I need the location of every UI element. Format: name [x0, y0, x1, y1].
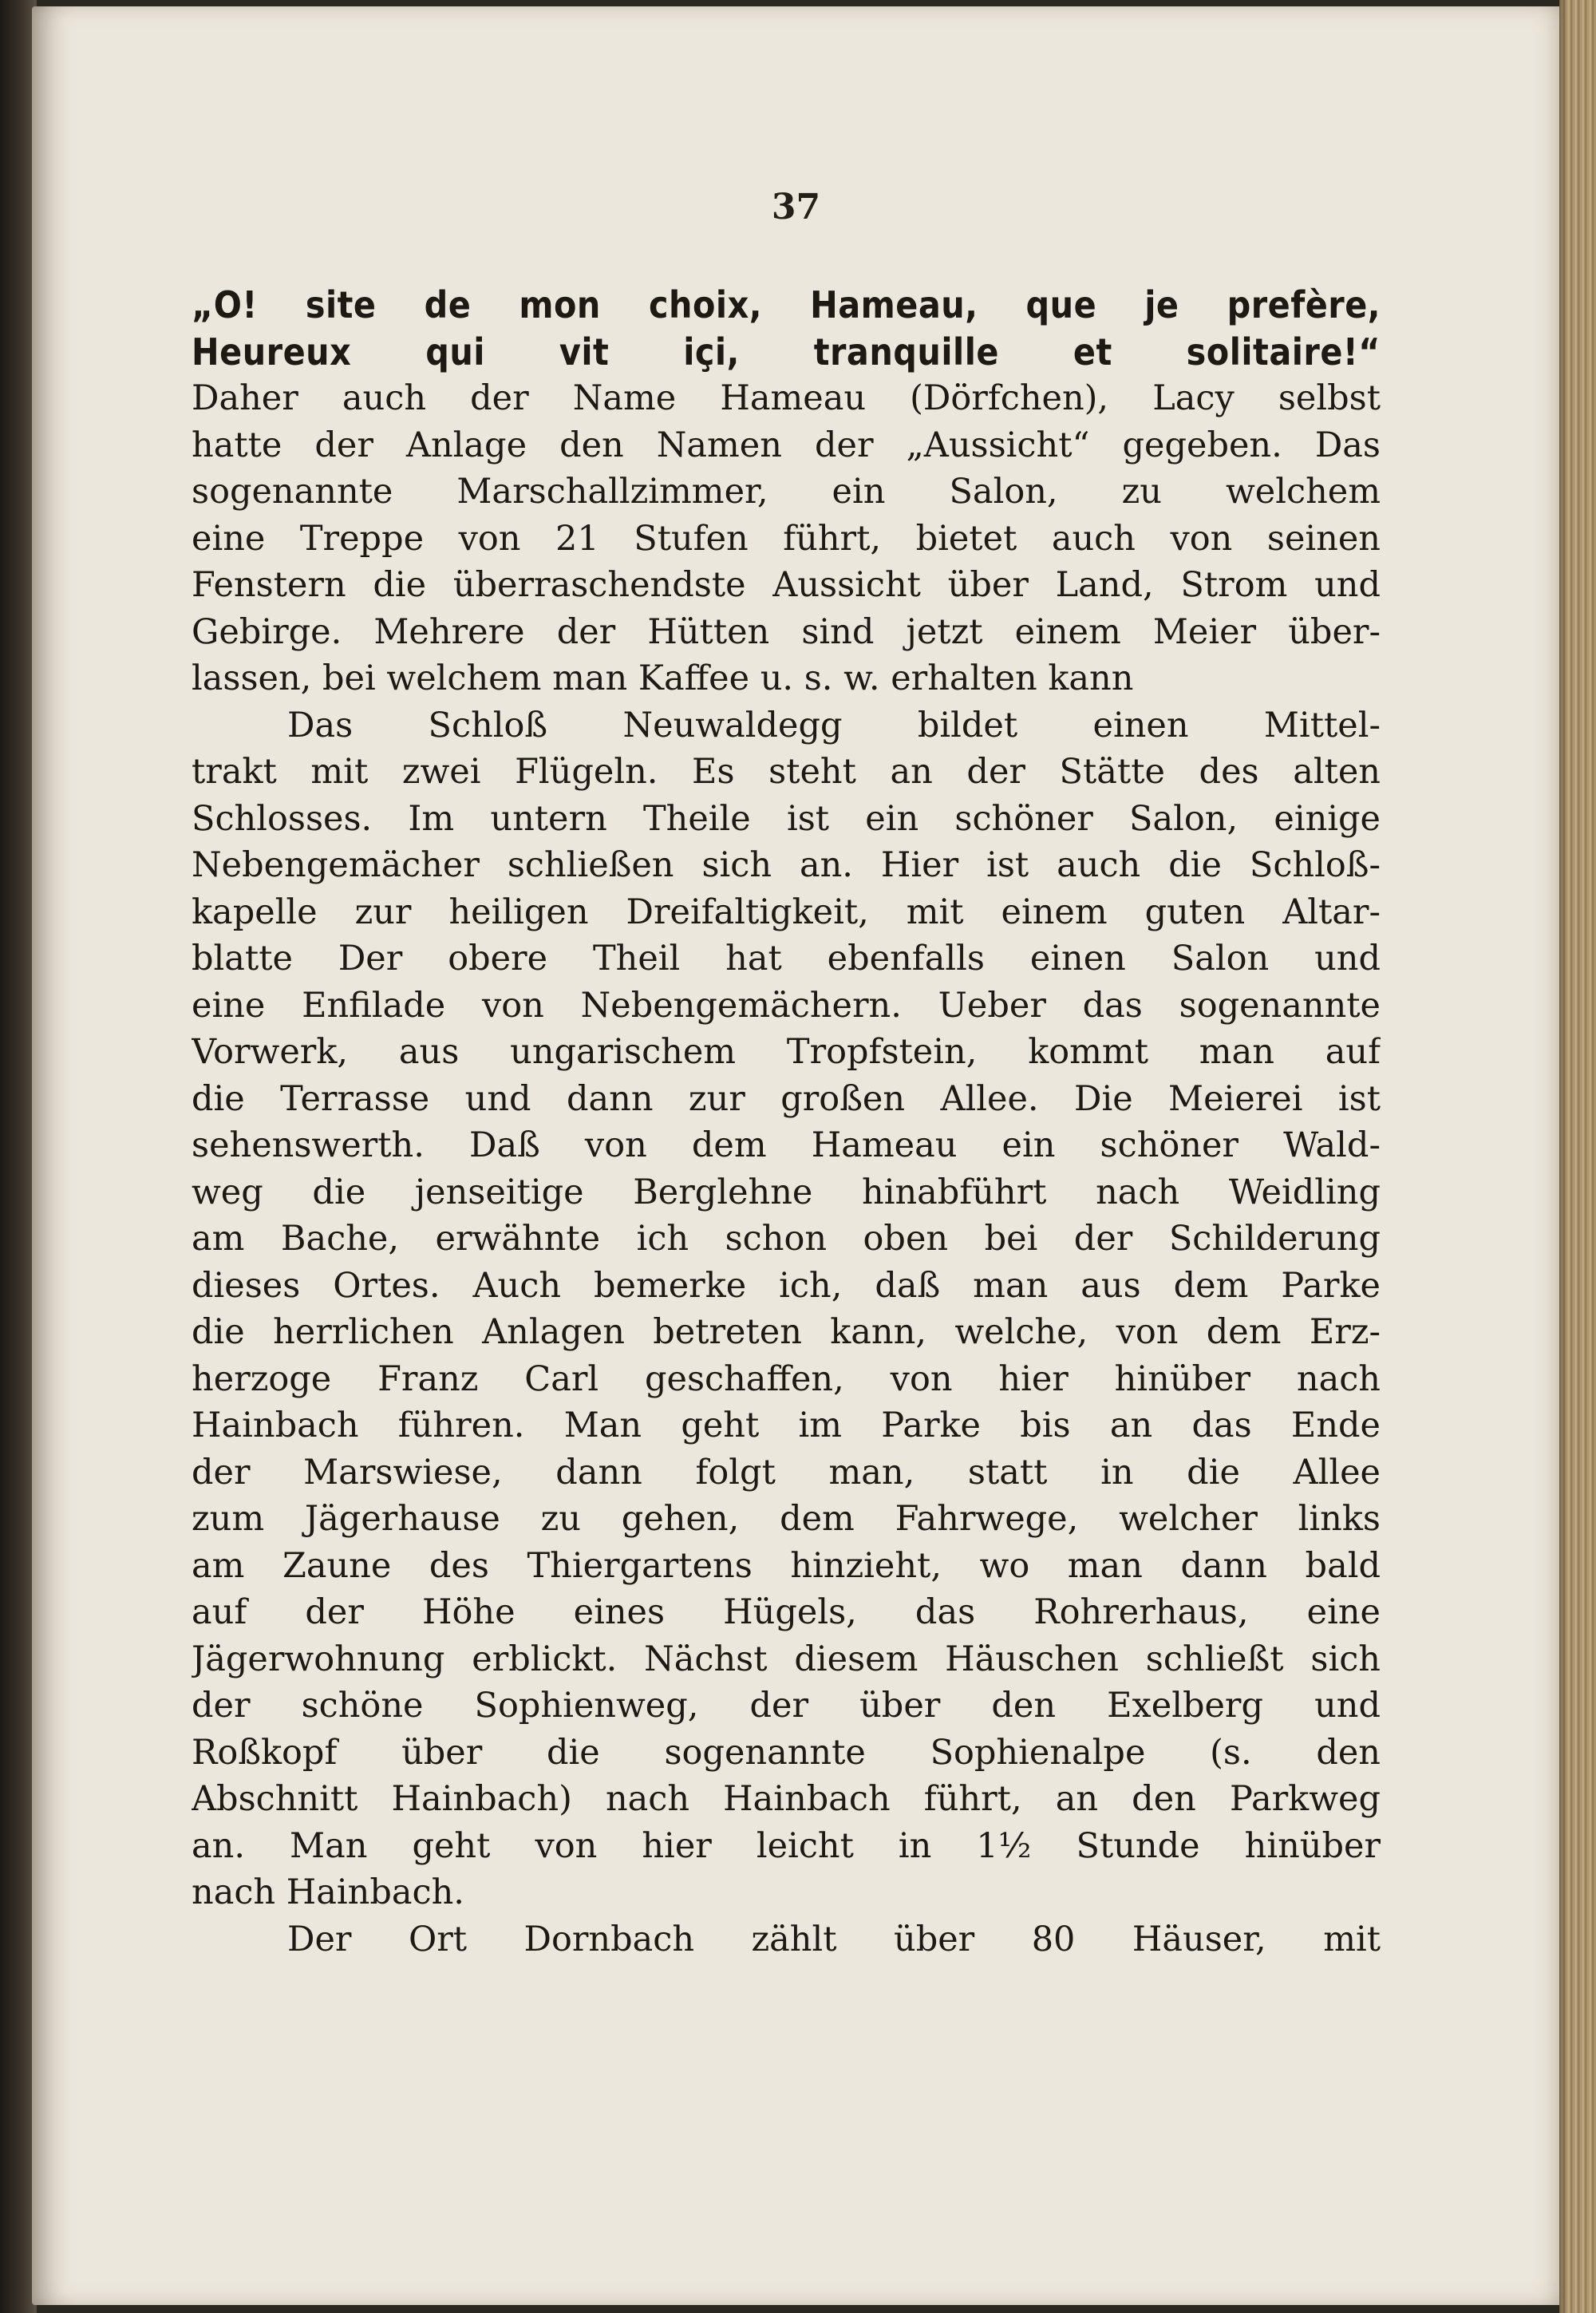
- page-edges: [1559, 0, 1596, 2313]
- text-line: Daher auch der Name Hameau (Dörfchen), Lacy selbst: [192, 378, 1381, 418]
- text-line: die Terrasse und dann zur großen Allee. Die Meierei ist: [192, 1078, 1381, 1119]
- text-line: Fenstern die überraschendste Aussicht über Land, Strom und: [192, 565, 1381, 605]
- page-number: 37: [771, 187, 821, 227]
- text-line: Hainbach führen. Man geht im Parke bis an das Ende: [192, 1406, 1381, 1445]
- text-line: Jägerwohnung erblickt. Nächst diesem Häuschen schließt sich: [192, 1639, 1381, 1679]
- text-line: Roßkopf über die sogenannte Sophienalpe (s. den: [192, 1732, 1381, 1773]
- page: [32, 6, 1560, 2305]
- text-line: am Bache, erwähnte ich schon oben bei der Schilderung: [192, 1219, 1381, 1259]
- text-line: Das Schloß Neuwaldegg bildet einen Mittel-: [287, 705, 1381, 745]
- text-line: der schöne Sophienweg, der über den Exelberg und: [192, 1686, 1381, 1726]
- text-line: weg die jenseitige Berglehne hinabführt nach Weidling: [192, 1172, 1381, 1212]
- text-line: Schlosses. Im untern Theile ist ein schöner Salon, einige: [192, 798, 1381, 839]
- text-line: auf der Höhe eines Hügels, das Rohrerhaus, eine: [192, 1592, 1381, 1632]
- text-line: eine Treppe von 21 Stufen führt, bietet auch von seinen: [192, 518, 1381, 559]
- text-line: Der Ort Dornbach zählt über 80 Häuser, mit: [287, 1919, 1381, 1959]
- text-line: kapelle zur heiligen Dreifaltigkeit, mit einem guten Altar-: [192, 892, 1381, 932]
- text-line: dieses Ortes. Auch bemerke ich, daß man aus dem Parke: [192, 1265, 1381, 1306]
- text-line: Heureux qui vit içi, tranquille et solitaire!“: [192, 330, 1381, 374]
- text-line: „O! site de mon choix, Hameau, que je prefère,: [192, 283, 1381, 326]
- text-line: die herrlichen Anlagen betreten kann, welche, von dem Erz-: [192, 1312, 1381, 1352]
- text-line: Vorwerk, aus ungarischem Tropfstein, kommt man auf: [192, 1032, 1381, 1072]
- text-line: sogenannte Marschallzimmer, ein Salon, zu welchem: [192, 472, 1381, 512]
- text-line: hatte der Anlage den Namen der „Aussicht“ gegeben. Das: [192, 425, 1381, 465]
- text-line: Nebengemächer schließen sich an. Hier ist auch die Schloß-: [192, 845, 1381, 885]
- text-line: blatte Der obere Theil hat ebenfalls einen Salon und: [192, 939, 1381, 979]
- text-line: nach Hainbach.: [192, 1872, 464, 1912]
- text-line: trakt mit zwei Flügeln. Es steht an der Stätte des alten: [192, 752, 1381, 792]
- text-line: Abschnitt Hainbach) nach Hainbach führt, an den Parkweg: [192, 1779, 1381, 1819]
- text-line: sehenswerth. Daß von dem Hameau ein schöner Wald-: [192, 1125, 1381, 1165]
- text-line: zum Jägerhause zu gehen, dem Fahrwege, welcher links: [192, 1499, 1381, 1539]
- text-line: lassen, bei welchem man Kaffee u. s. w. erhalten kann: [192, 658, 1134, 698]
- text-line: herzoge Franz Carl geschaffen, von hier hinüber nach: [192, 1358, 1381, 1399]
- text-line: am Zaune des Thiergartens hinzieht, wo man dann bald: [192, 1545, 1381, 1586]
- text-line: eine Enfilade von Nebengemächern. Ueber das sogenannte: [192, 985, 1381, 1026]
- text-line: der Marswiese, dann folgt man, statt in die Allee: [192, 1452, 1381, 1493]
- text-line: an. Man geht von hier leicht in 1½ Stunde hinüber: [192, 1825, 1381, 1866]
- body-text: [192, 282, 1381, 1963]
- text-line: Gebirge. Mehrere der Hütten sind jetzt einem Meier über-: [192, 611, 1381, 652]
